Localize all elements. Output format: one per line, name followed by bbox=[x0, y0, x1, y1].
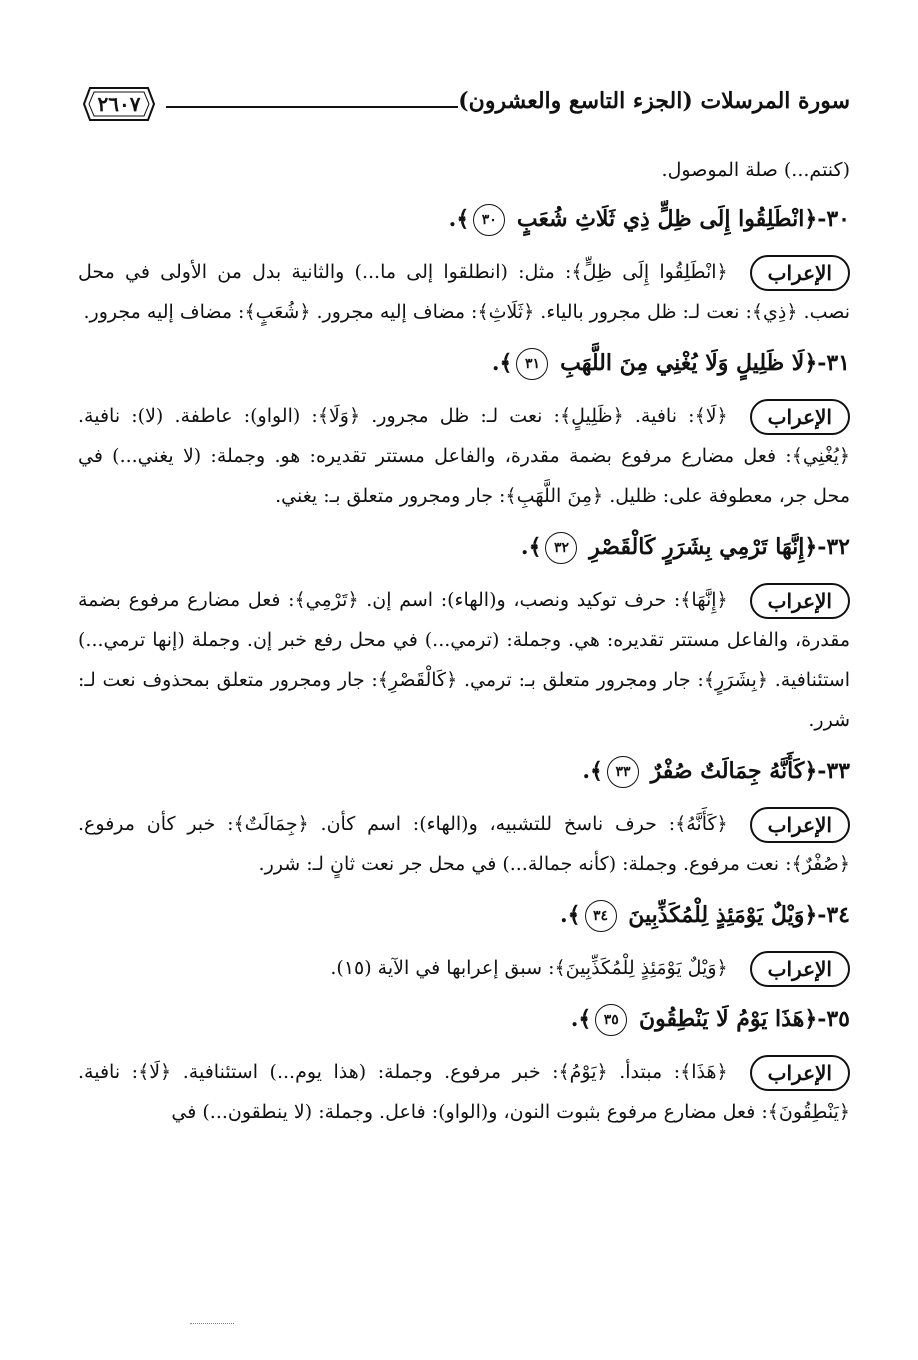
header-title: سورة المرسلات (الجزء التاسع والعشرون) bbox=[458, 88, 850, 114]
page-header bbox=[80, 84, 850, 130]
ayah-number-icon: ٣٠ bbox=[473, 204, 505, 236]
verse-end: ﴾. bbox=[491, 350, 513, 376]
irab-text: ﴿لَا﴾: نافية. ﴿ظَلِيلٍ﴾: نعت لـ: ظل مجرور. ﴿وَلَا﴾: (الواو): عاطفة. (لا): نافية. ﴿يُغْنِي﴾: فعل مضارع مرفوع بضمة مقدرة، والفاعل مستتر تقديره: هو. وجملة: (لا يغني...) في محل جر، معطوفة على: ظليل. ﴿مِنَ اللَّهَبِ﴾: جار ومجرور متعلق بـ: يغني. bbox=[78, 405, 850, 507]
verse-number: ٣٢- bbox=[817, 534, 850, 560]
verse-text: ﴿انْطَلِقُوا إِلَى ظِلٍّ ذِي ثَلَاثِ شُعَبٍ bbox=[516, 206, 818, 232]
verse-text: ﴿هَذَا يَوْمُ لَا يَنْطِقُونَ bbox=[638, 1006, 818, 1032]
header-rule bbox=[166, 106, 458, 108]
ayah-number-icon: ٣٣ bbox=[607, 756, 639, 788]
verse-end: ﴾. bbox=[448, 206, 470, 232]
verse-section-31 bbox=[78, 340, 850, 516]
irab-text: ﴿إِنَّهَا﴾: حرف توكيد ونصب، و(الهاء): اسم إن. ﴿تَرْمِي﴾: فعل مضارع مرفوع بضمة مقدرة، والفاعل مستتر تقديره: هي. وجملة: (ترمي...) في محل رفع خبر إن. وجملة (إنها ترمي...) استئنافية. ﴿بِشَرَرٍ﴾: جار ومجرور متعلق بـ: ترمي. ﴿كَالْقَصْرِ﴾: جار ومجرور متعلق بمحذوف نعت لـ: شرر. bbox=[78, 589, 850, 731]
verse-line bbox=[78, 996, 850, 1042]
verse-section-35 bbox=[78, 996, 850, 1132]
irab-text: ﴿انْطَلِقُوا إِلَى ظِلٍّ﴾: مثل: (انطلقوا إلى ما...) والثانية بدل من الأولى في محل نصب. ﴿ذِي﴾: نعت لـ: ظل مجرور بالياء. ﴿ثَلَاثِ﴾: مضاف إليه مجرور. ﴿شُعَبٍ﴾: مضاف إليه مجرور. bbox=[78, 261, 850, 323]
irab-paragraph bbox=[78, 948, 850, 988]
verse-number: ٣١- bbox=[817, 350, 850, 376]
verse-section-30 bbox=[78, 196, 850, 332]
irab-text: ﴿وَيْلٌ يَوْمَئِذٍ لِلْمُكَذِّبِينَ﴾: سبق إعرابها في الآية (١٥). bbox=[330, 957, 728, 979]
irab-paragraph bbox=[78, 804, 850, 884]
irab-label: الإعراب bbox=[750, 583, 850, 619]
irab-text: ﴿هَذَا﴾: مبتدأ. ﴿يَوْمُ﴾: خبر مرفوع. وجملة: (هذا يوم...) استئنافية. ﴿لَا﴾: نافية. ﴿يَنْطِقُونَ﴾: فعل مضارع مرفوع بثبوت النون، و(الواو): فاعل. وجملة: (لا ينطقون...) في bbox=[78, 1061, 850, 1123]
verse-section-33 bbox=[78, 748, 850, 884]
page-content bbox=[78, 150, 850, 1140]
irab-block bbox=[78, 396, 850, 516]
irab-label: الإعراب bbox=[750, 807, 850, 843]
irab-label: الإعراب bbox=[750, 1055, 850, 1091]
irab-paragraph bbox=[78, 580, 850, 740]
irab-label: الإعراب bbox=[750, 399, 850, 435]
verse-line bbox=[78, 196, 850, 242]
verse-number: ٣٤- bbox=[817, 902, 850, 928]
irab-paragraph bbox=[78, 396, 850, 516]
irab-label: الإعراب bbox=[750, 951, 850, 987]
verse-end: ﴾. bbox=[582, 758, 603, 784]
verse-number: ٣٥- bbox=[817, 1006, 850, 1032]
irab-block bbox=[78, 580, 850, 740]
irab-paragraph bbox=[78, 1052, 850, 1132]
ayah-number-icon: ٣١ bbox=[516, 348, 548, 380]
verse-section-34 bbox=[78, 892, 850, 988]
verse-line bbox=[78, 748, 850, 794]
irab-block bbox=[78, 804, 850, 884]
verse-text: ﴿لَا ظَلِيلٍ وَلَا يُغْنِي مِنَ اللَّهَبِ bbox=[560, 350, 818, 376]
intro-line: (كنتم...) صلة الموصول. bbox=[661, 159, 850, 181]
page-number: ٢٦٠٧ bbox=[97, 92, 141, 116]
verse-end: ﴾. bbox=[559, 902, 581, 928]
verse-text: ﴿إِنَّهَا تَرْمِي بِشَرَرٍ كَالْقَصْرِ bbox=[589, 534, 818, 560]
irab-block bbox=[78, 948, 850, 988]
verse-line bbox=[78, 340, 850, 386]
verse-section-32 bbox=[78, 524, 850, 740]
irab-paragraph bbox=[78, 252, 850, 332]
ayah-number-icon: ٣٥ bbox=[595, 1004, 627, 1036]
verse-text: ﴿كَأَنَّهُ جِمَالَتٌ صُفْرٌ bbox=[650, 758, 818, 784]
ayah-number-icon: ٣٤ bbox=[585, 900, 617, 932]
verse-text: ﴿وَيْلٌ يَوْمَئِذٍ لِلْمُكَذِّبِينَ bbox=[628, 902, 818, 928]
verse-end: ﴾. bbox=[570, 1006, 592, 1032]
ayah-number-icon: ٣٢ bbox=[545, 532, 577, 564]
irab-block bbox=[78, 1052, 850, 1132]
irab-block bbox=[78, 252, 850, 332]
verse-number: ٣٠- bbox=[817, 206, 850, 232]
verse-end: ﴾. bbox=[520, 534, 542, 560]
irab-text: ﴿كَأَنَّهُ﴾: حرف ناسخ للتشبيه، و(الهاء): اسم كأن. ﴿جِمَالَتٌ﴾: خبر كأن مرفوع. ﴿صُفْرٌ﴾: نعت مرفوع. وجملة: (كأنه جمالة...) في محل جر نعت ثانٍ لـ: شرر. bbox=[78, 813, 850, 875]
page-number-badge bbox=[80, 84, 158, 124]
verse-number: ٣٣- bbox=[817, 758, 850, 784]
verse-line bbox=[78, 892, 850, 938]
irab-label: الإعراب bbox=[750, 255, 850, 291]
footer-mark bbox=[190, 1323, 234, 1324]
verse-line bbox=[78, 524, 850, 570]
